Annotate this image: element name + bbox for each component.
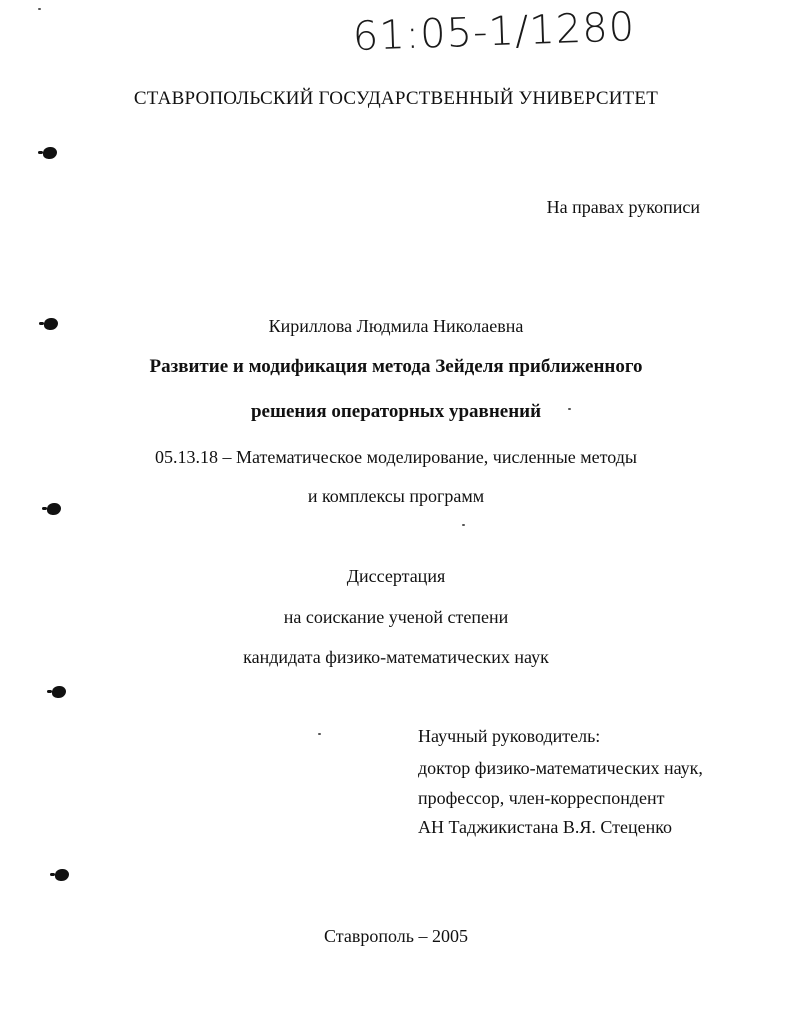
archive-number-handwritten: 61:05-1/1280 xyxy=(352,4,636,60)
punch-hole xyxy=(52,686,66,698)
supervisor-position: профессор, член-корреспондент xyxy=(418,788,665,808)
punch-hole xyxy=(43,147,57,159)
university-name: СТАВРОПОЛЬСКИЙ ГОСУДАРСТВЕННЫЙ УНИВЕРСИТЕТ xyxy=(133,88,659,109)
rights-note: На правах рукописи xyxy=(546,197,700,217)
scan-speck xyxy=(318,733,321,735)
supervisor-degree: доктор физико-математических наук, xyxy=(418,758,703,778)
specialty-line1: 05.13.18 – Математическое моделирование, численные методы xyxy=(154,447,638,467)
dissertation-title-line2: решения операторных уравнений xyxy=(250,401,542,422)
degree-purpose: на соискание ученой степени xyxy=(283,607,509,627)
punch-hole xyxy=(55,869,69,881)
scan-speck xyxy=(462,524,465,526)
specialty-line2: и комплексы программ xyxy=(307,486,485,506)
supervisor-name: АН Таджикистана В.Я. Стеценко xyxy=(418,817,673,837)
dissertation-label: Диссертация xyxy=(346,566,446,586)
author-name: Кириллова Людмила Николаевна xyxy=(268,316,524,336)
scan-speck xyxy=(38,8,41,10)
degree-name: кандидата физико-математических наук xyxy=(243,647,549,667)
dissertation-title-line1: Развитие и модификация метода Зейделя приближенного xyxy=(149,356,643,377)
supervisor-label: Научный руководитель: xyxy=(418,726,601,746)
city-year: Ставрополь – 2005 xyxy=(324,926,468,946)
